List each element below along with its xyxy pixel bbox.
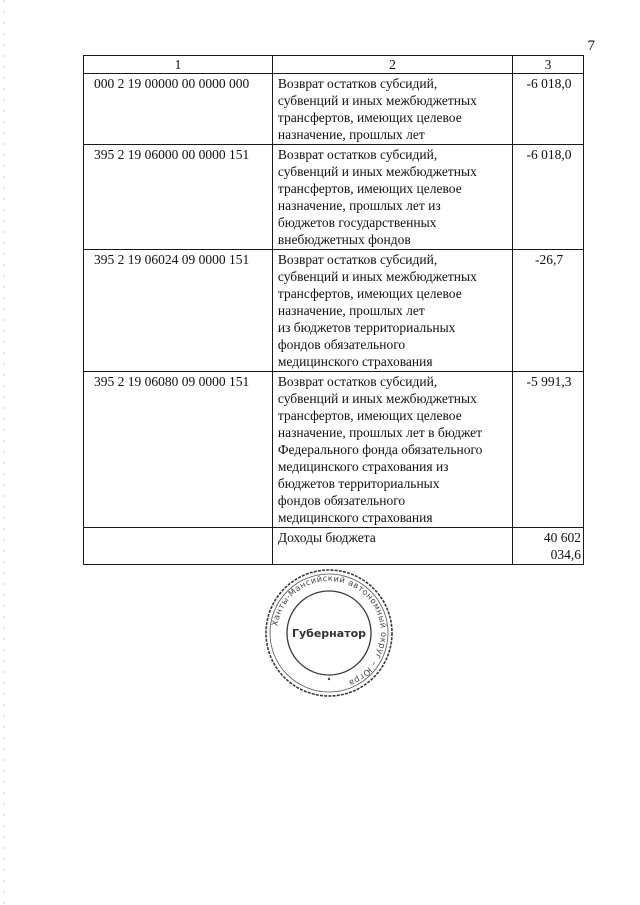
budget-table (83, 55, 584, 565)
budget-value-cell: -6 018,0 (513, 145, 584, 250)
budget-name-cell (272, 145, 512, 250)
budget-code-cell: 000 2 19 00000 00 0000 000 (84, 74, 273, 145)
budget-name-cell (272, 74, 512, 145)
table-row (84, 250, 584, 372)
seal-center-text: Губернатор (291, 627, 367, 640)
name-line: назначение, прошлых лет из (277, 198, 441, 213)
budget-code-cell: 395 2 19 06080 09 0000 151 (84, 372, 273, 528)
name-line: медицинского страхования (277, 354, 433, 369)
name-line: трансфертов, имеющих целевое (277, 408, 462, 423)
name-line: Возврат остатков субсидий, (277, 147, 438, 162)
name-line: Возврат остатков субсидий, (277, 252, 438, 267)
table-row (84, 145, 584, 250)
name-line: медицинского страхования из (277, 459, 449, 474)
name-line: назначение, прошлых лет (277, 127, 425, 142)
seal-star-dot (328, 678, 330, 680)
budget-value-cell: -5 991,3 (513, 372, 584, 528)
page-number: 7 (587, 38, 595, 54)
seal-graphic (263, 567, 395, 699)
total-value: 40 602 034,6 (513, 528, 584, 565)
name-line: фондов обязательного (277, 493, 406, 508)
scan-edge-marks (2, 0, 6, 905)
name-line: назначение, прошлых лет (277, 303, 425, 318)
budget-name-cell (272, 372, 512, 528)
name-line: бюджетов территориальных (277, 476, 440, 491)
name-line: внебюджетных фондов (277, 232, 411, 247)
name-line: медицинского страхования (277, 510, 433, 525)
column-header-1: 1 (84, 56, 273, 74)
name-line: субвенций и иных межбюджетных (277, 269, 477, 284)
name-line: Возврат остатков субсидий, (277, 374, 438, 389)
name-line: субвенций и иных межбюджетных (277, 164, 477, 179)
name-line: Возврат остатков субсидий, (277, 76, 438, 91)
official-seal-stamp (263, 567, 395, 699)
budget-value-cell: -26,7 (513, 250, 584, 372)
seal-ring-textpath: Ханты-Мансийский автономный округ – Югра (269, 572, 390, 689)
budget-name-cell (272, 250, 512, 372)
budget-value-cell: -6 018,0 (513, 74, 584, 145)
table-row (84, 74, 584, 145)
name-line: трансфертов, имеющих целевое (277, 286, 462, 301)
budget-code-cell: 395 2 19 06000 00 0000 151 (84, 145, 273, 250)
name-line: субвенций и иных межбюджетных (277, 391, 477, 406)
name-line: трансфертов, имеющих целевое (277, 110, 462, 125)
name-line: назначение, прошлых лет в бюджет (277, 425, 483, 440)
table-row (84, 372, 584, 528)
total-code-cell (84, 528, 273, 565)
budget-code-cell: 395 2 19 06024 09 0000 151 (84, 250, 273, 372)
column-header-2: 2 (272, 56, 512, 74)
total-row (84, 528, 584, 565)
total-label: Доходы бюджета (272, 528, 512, 565)
name-line: трансфертов, имеющих целевое (277, 181, 462, 196)
name-line: бюджетов государственных (277, 215, 437, 230)
column-header-3: 3 (513, 56, 584, 74)
name-line: субвенций и иных межбюджетных (277, 93, 477, 108)
table-header-row (84, 56, 584, 74)
name-line: из бюджетов территориальных (277, 320, 456, 335)
name-line: фондов обязательного (277, 337, 406, 352)
name-line: Федерального фонда обязательного (277, 442, 483, 457)
